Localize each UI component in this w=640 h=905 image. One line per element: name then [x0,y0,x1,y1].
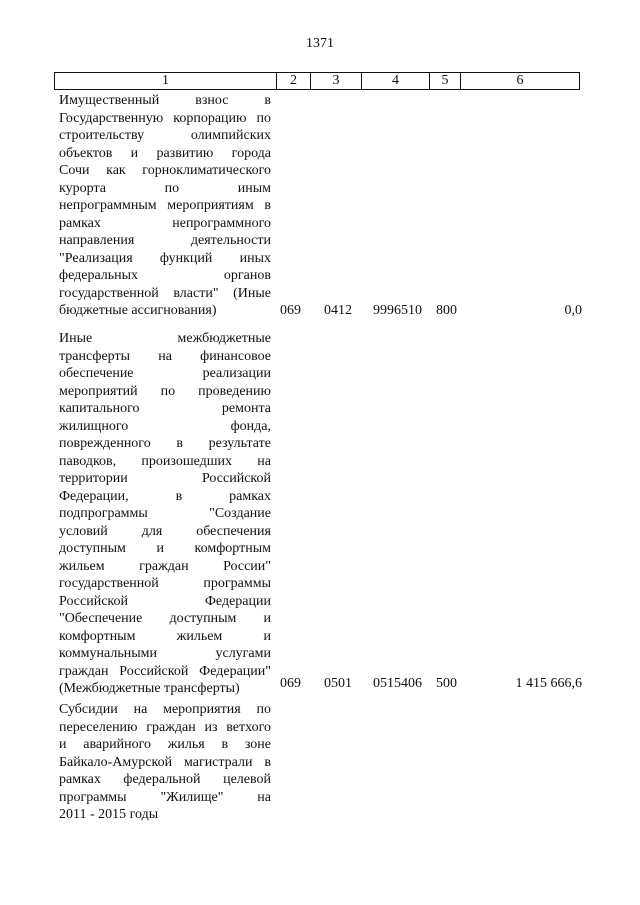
description-line: Имущественный взнос в [59,93,271,108]
description-line: и аварийного жилья в зоне [59,737,271,752]
description-line: непрограммным мероприятиям в [59,198,271,213]
cell-col2: 069 [280,303,301,318]
row-description [59,92,271,320]
column-header-4: 4 [362,73,430,90]
description-line: объектов и развитию города [59,145,271,161]
description-line: 2011 - 2015 годы [59,807,159,822]
description-line: условий для обеспечения [59,523,271,539]
description-line: комфортным жильем и [59,628,271,644]
description-line: граждан Российской Федерации" [59,663,271,679]
column-header-table [54,72,580,90]
description-line: бюджетные ассигнования) [59,303,217,318]
description-line: паводков, произошедших на [59,453,271,469]
description-line: рамках федеральной целевой [59,772,271,787]
description-line: капитального ремонта [59,401,271,416]
cell-col3: 0412 [324,303,352,318]
description-line: подпрограммы "Создание [59,506,271,521]
description-line: Субсидии на мероприятия по [59,702,271,717]
description-line: Российской Федерации [59,593,271,609]
description-line: Иные межбюджетные [59,331,271,346]
cell-col6: 1 415 666,6 [515,676,582,691]
description-line: государственной власти" (Иные [59,285,271,301]
description-line: рамках непрограммного [59,215,271,231]
description-line: направления деятельности [59,233,271,248]
description-line: курорта по иным [59,180,271,196]
description-line: "Обеспечение доступным и [59,611,271,626]
description-line: Федерации, в рамках [59,488,271,504]
cell-col2: 069 [280,676,301,691]
row-description [59,330,271,698]
description-line: программы "Жилище" на [59,789,271,805]
description-line: мероприятий по проведению [59,383,271,399]
cell-col4: 0515406 [373,676,422,691]
description-line: (Межбюджетные трансферты) [59,681,240,696]
description-line: строительству олимпийских [59,128,271,143]
description-line: Государственную корпорацию по [59,110,271,126]
description-line: Байкало-Амурской магистрали в [59,754,271,770]
description-line: жилищного фонда, [59,418,271,434]
column-header-row [55,73,580,90]
description-line: "Реализация функций иных [59,250,271,266]
page-number: 1371 [306,36,334,51]
row-description [59,701,271,824]
cell-col5: 500 [436,676,457,691]
description-line: доступным и комфортным [59,541,271,556]
column-header-6: 6 [461,73,580,90]
cell-col4: 9996510 [373,303,422,318]
description-line: государственной программы [59,576,271,591]
description-line: жильем граждан России" [59,558,271,574]
description-line: переселению граждан из ветхого [59,719,271,735]
cell-col6: 0,0 [564,303,582,318]
description-line: поврежденного в результате [59,436,271,451]
column-header-3: 3 [311,73,362,90]
description-line: коммунальными услугами [59,646,271,661]
cell-col3: 0501 [324,676,352,691]
description-line: федеральных органов [59,268,271,283]
column-header-1: 1 [55,73,277,90]
column-header-5: 5 [430,73,461,90]
cell-col5: 800 [436,303,457,318]
description-line: трансферты на финансовое [59,348,271,364]
description-line: обеспечение реализации [59,366,271,381]
description-line: Сочи как горноклиматического [59,163,271,178]
column-header-2: 2 [277,73,311,90]
description-line: территории Российской [59,471,271,486]
